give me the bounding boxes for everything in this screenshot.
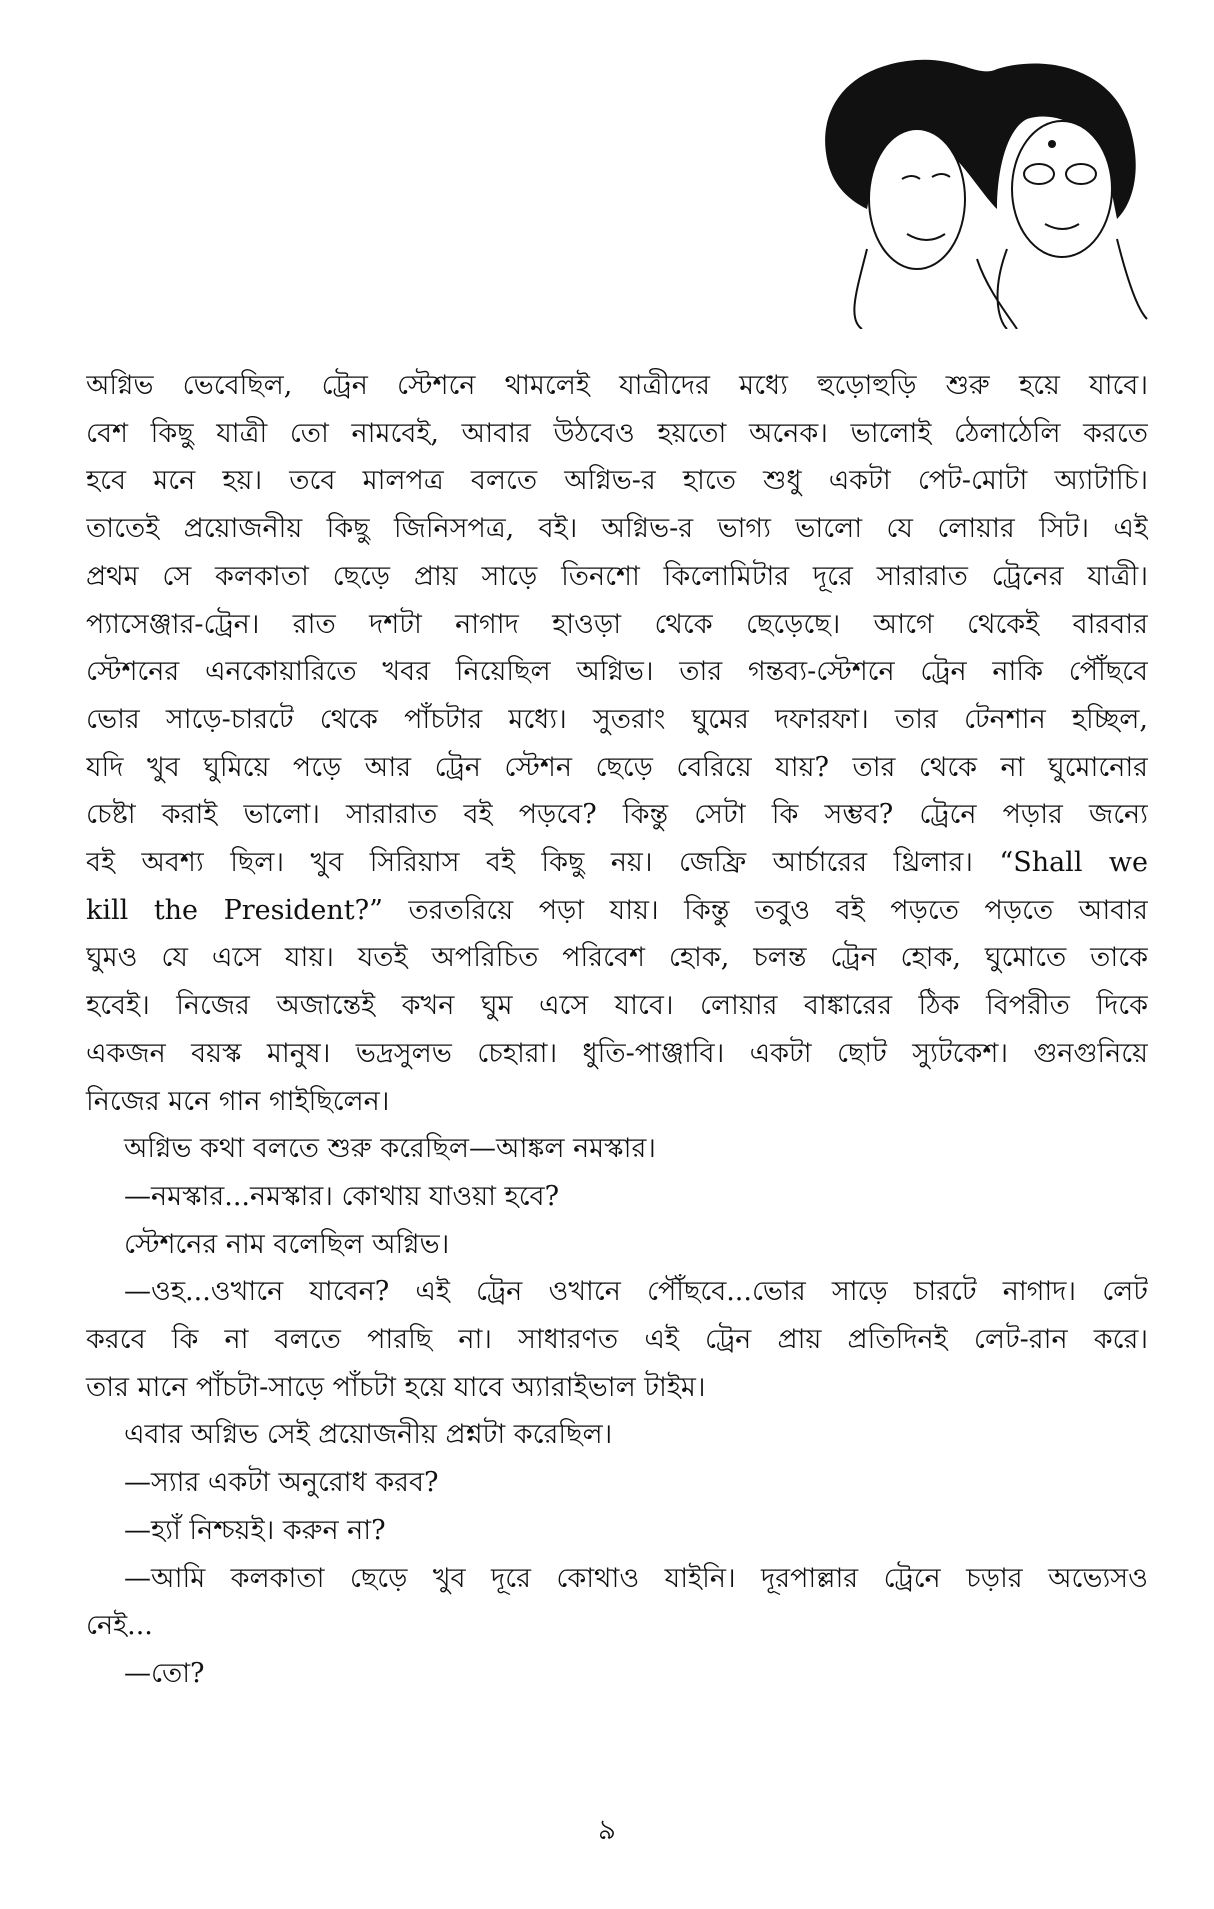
text-line: প্রথম সে কলকাতা ছেড়ে প্রায় সাড়ে তিনশো কিলোমিটার দূরে সারারাত ট্রেনের যাত্রী। bbox=[86, 560, 1148, 592]
text-line: kill the President?” তরতরিয়ে পড়া যায়। কিন্তু তবুও বই পড়তে পড়তে আবার bbox=[86, 894, 1148, 926]
text-line: নেই... bbox=[86, 1610, 153, 1642]
text-line: এবার অগ্নিভ সেই প্রয়োজনীয় প্রশ্নটা করেছিল। bbox=[124, 1419, 613, 1451]
text-line: চেষ্টা করাই ভালো। সারারাত বই পড়বে? কিন্তু সেটা কি সম্ভব? ট্রেনে পড়ার জন্যে bbox=[86, 799, 1148, 831]
text-line: ঘুমও যে এসে যায়। যতই অপরিচিত পরিবেশ হোক, চলন্ত ট্রেন হোক, ঘুমোতে তাকে bbox=[86, 942, 1148, 974]
text-line: —তো? bbox=[124, 1657, 205, 1689]
text-line: —স্যার একটা অনুরোধ করব? bbox=[124, 1467, 439, 1499]
text-line: যদি খুব ঘুমিয়ে পড়ে আর ট্রেন স্টেশন ছেড়ে বেরিয়ে যায়? তার থেকে না ঘুমোনোর bbox=[86, 751, 1148, 783]
text-line: —আমি কলকাতা ছেড়ে খুব দূরে কোথাও যাইনি। দূরপাল্লার ট্রেনে চড়ার অভ্যেসও bbox=[124, 1562, 1148, 1594]
text-line: প্যাসেঞ্জার-ট্রেন। রাত দশটা নাগাদ হাওড়া থেকে ছেড়েছে। আগে থেকেই বারবার bbox=[86, 608, 1148, 640]
text-line: তাতেই প্রয়োজনীয় কিছু জিনিসপত্র, বই। অগ্নিভ-র ভাগ্য ভালো যে লোয়ার সিট। এই bbox=[86, 513, 1148, 545]
text-line: অগ্নিভ ভেবেছিল, ট্রেন স্টেশনে থামলেই যাত্রীদের মধ্যে হুড়োহুড়ি শুরু হয়ে যাবে। bbox=[86, 370, 1148, 401]
text-line: করবে কি না বলতে পারছি না। সাধারণত এই ট্রেন প্রায় প্রতিদিনই লেট-রান করে। bbox=[86, 1324, 1148, 1355]
text-line: হবে মনে হয়। তবে মালপত্র বলতে অগ্নিভ-র হাতে শুধু একটা পেট-মোটা অ্যাটাচি। bbox=[86, 465, 1148, 497]
page-number: ৯ bbox=[597, 1813, 617, 1846]
text-line: —নমস্কার...নমস্কার। কোথায় যাওয়া হবে? bbox=[124, 1180, 560, 1212]
text-line: স্টেশনের নাম বলেছিল অগ্নিভ। bbox=[124, 1228, 450, 1260]
text-line: অগ্নিভ কথা বলতে শুরু করেছিল—আঙ্কল নমস্কার। bbox=[124, 1133, 656, 1165]
text-line: স্টেশনের এনকোয়ারিতে খবর নিয়েছিল অগ্নিভ। তার গন্তব্য-স্টেশনে ট্রেন নাকি পৌঁছবে bbox=[86, 656, 1148, 688]
woman-face bbox=[1012, 121, 1112, 257]
text-line: ভোর সাড়ে-চারটে থেকে পাঁচটার মধ্যে। সুতরাং ঘুমের দফারফা। তার টেনশান হচ্ছিল, bbox=[86, 703, 1148, 735]
text-line: একজন বয়স্ক মানুষ। ভদ্রসুলভ চেহারা। ধুতি-পাঞ্জাবি। একটা ছোট স্যুটকেশ। গুনগুনিয়ে bbox=[86, 1037, 1148, 1069]
man-face bbox=[869, 129, 965, 269]
text-line: তার মানে পাঁচটা-সাড়ে পাঁচটা হয়ে যাবে অ্যারাইভাল টাইম। bbox=[86, 1371, 706, 1403]
text-line: নিজের মনে গান গাইছিলেন। bbox=[86, 1085, 390, 1117]
text-line: —হ্যাঁ নিশ্চয়ই। করুন না? bbox=[124, 1514, 386, 1546]
text-line: বই অবশ্য ছিল। খুব সিরিয়াস বই কিছু নয়। জেফ্রি আর্চারের থ্রিলার। “Shall we bbox=[86, 847, 1148, 878]
illustration-couple bbox=[807, 49, 1171, 329]
text-line: হবেই। নিজের অজান্তেই কখন ঘুম এসে যাবে। লোয়ার বাঙ্কারের ঠিক বিপরীত দিকে bbox=[86, 990, 1148, 1022]
text-line: —ওহ...ওখানে যাবেন? এই ট্রেন ওখানে পৌঁছবে...ভোর সাড়ে চারটে নাগাদ। লেট bbox=[124, 1276, 1148, 1308]
text-line: বেশ কিছু যাত্রী তো নামবেই, আবার উঠবেও হয়তো অনেক। ভালোই ঠেলাঠেলি করতে bbox=[86, 417, 1148, 449]
